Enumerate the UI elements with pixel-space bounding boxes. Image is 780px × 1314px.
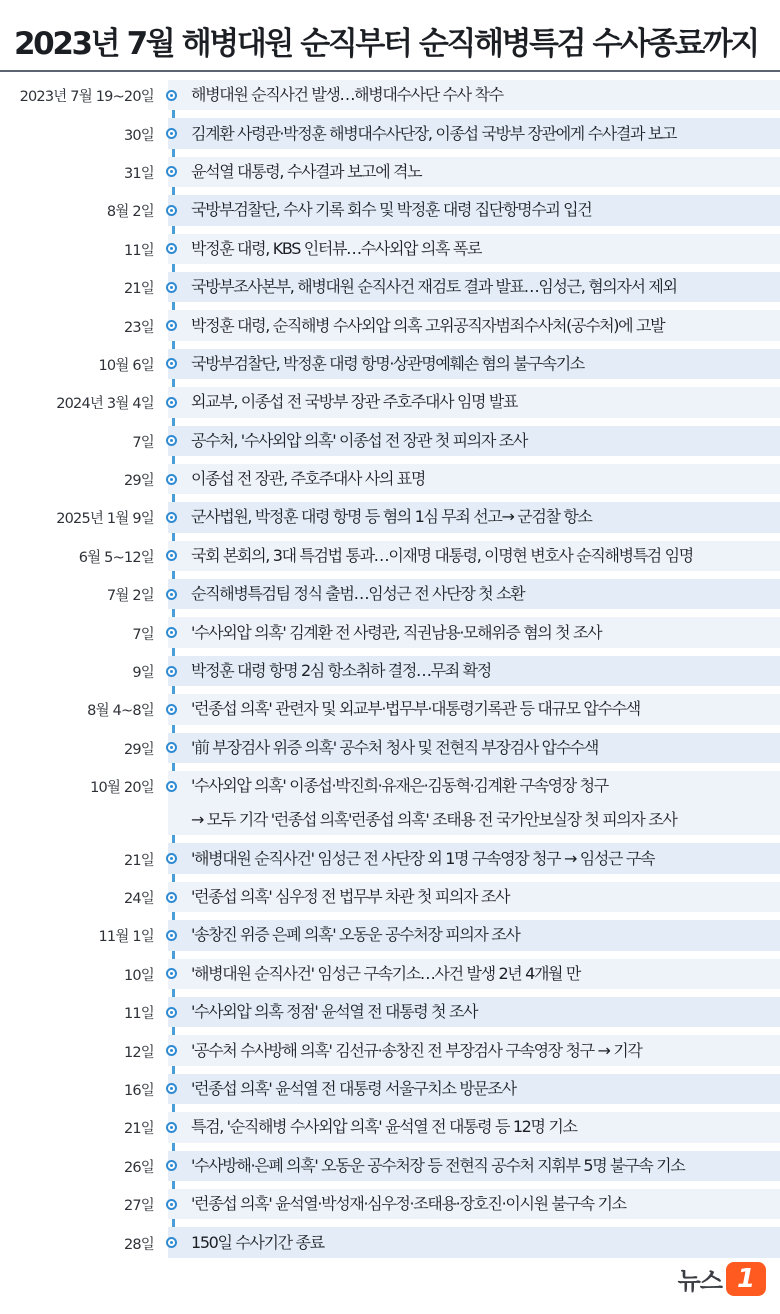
timeline-dot-icon	[166, 128, 177, 139]
event-text: '해병대원 순직사건' 임성근 전 사단장 외 1명 구속영장 청구 → 임성근 구속	[191, 848, 655, 868]
event-date: 27일	[123, 1198, 154, 1215]
timeline-row	[0, 839, 780, 877]
timeline-dot-icon	[166, 282, 177, 293]
event-date: 7일	[132, 434, 154, 451]
page-title: 2023년 7월 해병대원 순직부터 순직해병특검 수사종료까지	[14, 26, 758, 62]
event-list	[191, 349, 776, 379]
timeline-row	[0, 422, 780, 460]
timeline-dot-icon	[166, 589, 177, 600]
event-text: '수사외압 의혹' 김계환 전 사령관, 직권남용·모해위증 혐의 첫 조사	[191, 622, 602, 642]
event-list	[191, 1151, 776, 1181]
event-date: 24일	[123, 891, 154, 907]
event-list	[191, 882, 776, 912]
event-date: 29일	[123, 741, 154, 758]
event-text: 국방부조사본부, 해병대원 순직사건 재검토 결과 발표…임성근, 혐의자서 제외	[191, 277, 677, 297]
event-date: 10월 6일	[98, 357, 154, 374]
event-list	[191, 80, 776, 110]
event-list	[191, 1074, 776, 1104]
event-date: 21일	[123, 281, 154, 298]
timeline-row	[0, 460, 780, 498]
event-list	[191, 311, 776, 341]
event-date: 11월 1일	[98, 929, 154, 946]
timeline-row	[0, 993, 780, 1031]
timeline-row	[0, 191, 780, 229]
timeline-dot-icon	[166, 1237, 177, 1248]
event-text: 박정훈 대령, 순직해병 수사외압 의혹 고위공직자범죄수사처(공수처)에 고발	[191, 315, 665, 335]
timeline-row	[0, 345, 780, 383]
event-text: '수사외압 의혹 정점' 윤석열 전 대통령 첫 조사	[191, 1002, 478, 1022]
timeline-dot-icon	[166, 930, 177, 941]
event-text: '런종섭 의혹' 심우정 전 법무부 차관 첫 피의자 조사	[191, 887, 510, 906]
timeline-row	[0, 114, 780, 152]
event-text: 국방부검찰단, 박정훈 대령 항명·상관명예훼손 혐의 불구속기소	[191, 353, 584, 373]
event-date: 2023년 7월 19~20일	[19, 89, 154, 106]
event-list	[191, 1036, 776, 1066]
event-text: 150일 수사기간 종료	[191, 1232, 324, 1252]
event-list	[191, 997, 776, 1027]
timeline-row	[0, 729, 780, 767]
event-text: 김계환 사령관·박정훈 해병대수사단장, 이종섭 국방부 장관에게 수사결과 보고	[191, 123, 677, 143]
timeline-row	[0, 690, 780, 728]
timeline-row	[0, 613, 780, 651]
timeline-row	[0, 383, 780, 421]
event-list	[191, 618, 776, 648]
event-text: 외교부, 이종섭 전 국방부 장관 주호주대사 임명 발표	[191, 392, 518, 412]
timeline-dot-icon	[166, 1199, 177, 1210]
event-date: 8월 2일	[106, 204, 154, 221]
event-date: 31일	[123, 165, 154, 182]
event-date: 2025년 1월 9일	[56, 511, 154, 528]
event-text: 해병대원 순직사건 발생…해병대수사단 수사 착수	[191, 85, 503, 105]
event-text: '해병대원 순직사건' 임성근 구속기소…사건 발생 2년 4개월 만	[191, 963, 580, 983]
event-text: '런종섭 의혹' 윤석열 전 대통령 서울구치소 방문조사	[191, 1078, 516, 1098]
event-date: 16일	[123, 1082, 154, 1099]
event-date: 11일	[123, 1006, 154, 1023]
event-date: 26일	[123, 1159, 154, 1176]
timeline-dot-icon	[166, 512, 177, 523]
timeline-dot-icon	[166, 397, 177, 408]
event-text: 특검, '순직해병 수사외압 의혹' 윤석열 전 대통령 등 12명 기소	[191, 1117, 577, 1137]
event-list	[191, 579, 776, 609]
timeline-row	[0, 306, 780, 344]
event-text: → 모두 기각 '런종섭 의혹'런종섭 의혹' 조태용 전 국가안보실장 첫 피의자 조사	[191, 810, 677, 830]
event-date: 11일	[123, 242, 154, 259]
timeline-dot-icon	[166, 205, 177, 216]
timeline-row	[0, 652, 780, 690]
event-text: 국방부검찰단, 수사 기록 회수 및 박정훈 대령 집단항명수괴 입건	[191, 200, 592, 220]
event-text: 순직해병특검팀 정식 출범…임성근 전 사단장 첫 소환	[191, 584, 525, 604]
timeline-row	[0, 1031, 780, 1069]
event-list	[191, 1112, 776, 1142]
timeline-dot-icon	[166, 474, 177, 485]
logo-text: 뉴스	[677, 1267, 722, 1295]
title-divider	[0, 70, 780, 72]
event-text: 국회 본회의, 3대 특검법 통과…이재명 대통령, 이명현 변호사 순직해병특검 임명	[191, 545, 693, 565]
timeline-row	[0, 268, 780, 306]
event-list	[191, 195, 776, 225]
timeline-row	[0, 878, 780, 916]
timeline-dot-icon	[166, 781, 177, 792]
event-list	[191, 694, 776, 724]
event-date: 9일	[132, 665, 154, 682]
event-list	[191, 502, 776, 532]
timeline-row	[0, 1108, 780, 1146]
timeline-dot-icon	[166, 1122, 177, 1133]
event-list	[191, 157, 776, 187]
timeline-row	[0, 537, 780, 575]
timeline	[0, 76, 780, 1262]
timeline-dot-icon	[166, 892, 177, 903]
timeline-row	[0, 767, 780, 839]
event-date: 21일	[123, 1121, 154, 1138]
timeline-row	[0, 153, 780, 191]
event-date: 8월 4~8일	[87, 703, 154, 720]
event-date: 29일	[123, 473, 154, 490]
event-list	[191, 844, 776, 874]
event-text: '런종섭 의혹' 윤석열·박성재·심우정·조태용·장호진·이시원 불구속 기소	[191, 1194, 626, 1214]
event-text: 이종섭 전 장관, 주호주대사 사의 표명	[191, 469, 426, 489]
event-text: '수사외압 의혹' 이종섭·박진희·유재은·김동혁·김계환 구속영장 청구	[191, 776, 608, 796]
event-list	[191, 464, 776, 494]
timeline-row	[0, 575, 780, 613]
event-list	[191, 426, 776, 456]
timeline-row	[0, 498, 780, 536]
timeline-dot-icon	[166, 704, 177, 715]
news1-logo	[678, 1261, 766, 1296]
timeline-row	[0, 76, 780, 114]
event-date: 2024년 3월 4일	[56, 396, 154, 413]
event-list	[191, 119, 776, 149]
event-list	[191, 387, 776, 417]
event-text: 박정훈 대령, KBS 인터뷰…수사외압 의혹 폭로	[191, 238, 482, 258]
event-date: 10일	[123, 967, 154, 984]
event-text: 군사법원, 박정훈 대령 항명 등 혐의 1심 무죄 선고→ 군검찰 항소	[191, 507, 592, 527]
timeline-row	[0, 1070, 780, 1108]
event-date: 10월 20일	[90, 780, 154, 797]
event-text: '런종섭 의혹' 관련자 및 외교부·법무부·대통령기록관 등 대규모 압수수색	[191, 699, 640, 719]
event-list	[191, 959, 776, 989]
event-text: 윤석열 대통령, 수사결과 보고에 격노	[191, 161, 422, 181]
event-date: 7일	[132, 626, 154, 643]
event-list	[191, 920, 776, 950]
event-text: 공수처, '수사외압 의혹' 이종섭 전 장관 첫 피의자 조사	[191, 430, 527, 450]
timeline-dot-icon	[166, 666, 177, 677]
event-text: '송창진 위증 은폐 의혹' 오동운 공수처장 피의자 조사	[191, 925, 520, 945]
event-date: 7월 2일	[106, 588, 154, 605]
event-list	[191, 234, 776, 264]
event-date: 28일	[123, 1236, 154, 1253]
event-text: '수사방해·은폐 의혹' 오동운 공수처장 등 전현직 공수처 지휘부 5명 불구속 기소	[191, 1155, 685, 1175]
event-list	[191, 1189, 776, 1219]
event-date: 12일	[123, 1044, 154, 1061]
logo-mark-icon: 1	[726, 1262, 766, 1296]
event-date: 30일	[123, 127, 154, 144]
event-date: 23일	[123, 319, 154, 336]
event-date: 6월 5~12일	[78, 549, 154, 566]
timeline-dot-icon	[166, 1007, 177, 1018]
event-list	[191, 771, 776, 835]
event-text: '공수처 수사방해 의혹' 김선규·송창진 전 부장검사 구속영장 청구 → 기각	[191, 1040, 642, 1060]
event-list	[191, 272, 776, 302]
event-list	[191, 733, 776, 763]
event-list	[191, 541, 776, 571]
timeline-dot-icon	[166, 90, 177, 101]
timeline-dot-icon	[166, 1045, 177, 1056]
event-list	[191, 656, 776, 686]
timeline-row	[0, 1185, 780, 1223]
timeline-row	[0, 916, 780, 954]
timeline-row	[0, 1223, 780, 1261]
event-text: 박정훈 대령 항명 2심 항소취하 결정…무죄 확정	[191, 661, 491, 681]
timeline-row	[0, 230, 780, 268]
timeline-row	[0, 955, 780, 993]
timeline-row	[0, 1147, 780, 1185]
timeline-dot-icon	[166, 320, 177, 331]
event-text: '前 부장검사 위증 의혹' 공수처 청사 및 전현직 부장검사 압수수색	[191, 737, 599, 757]
event-list	[191, 1228, 776, 1258]
event-date: 21일	[123, 852, 154, 869]
